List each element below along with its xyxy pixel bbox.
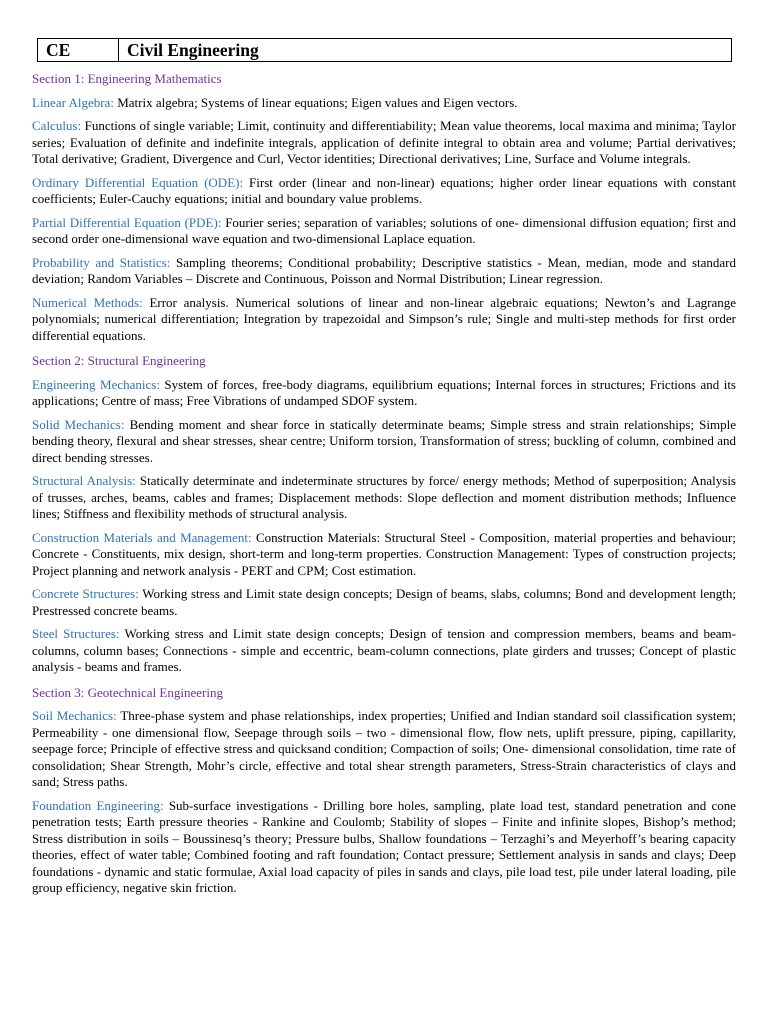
syllabus-content: [32, 71, 736, 897]
topic-paragraph: [32, 530, 736, 580]
topic-name: Steel Structures:: [32, 626, 120, 641]
subject-title: Civil Engineering: [119, 39, 732, 62]
topic-body: First order (linear and non-linear) equations; higher order linear equations with constant coefficients; Euler-Cauchy equations; initial and boundary value problems.: [32, 174, 737, 206]
topic-name: Partial Differential Equation (PDE):: [32, 214, 222, 230]
topic-paragraph: [32, 175, 736, 208]
section-title: Section 3: Geotechnical Engineering: [32, 684, 223, 700]
topic-name: Concrete Structures:: [32, 586, 139, 601]
section-title: Section 1: Engineering Mathematics: [32, 71, 222, 86]
topic-name: Calculus:: [32, 118, 82, 133]
topic-body: Statically determinate and indeterminate structures by force/ energy methods; Method of superposition; Analysis of trusses, arches, beams, cables and frames; Displacement methods: Slope deflection and moment distribution methods; Influence lines; Stiffness and flexibility methods of structural analysis.: [32, 473, 736, 521]
topic-body: Working stress and Limit state design concepts; Design of tension and compression members, beams and beam- columns, column bases; Connections - simple and eccentric, beam-column connections, plate girders and trusses; Concept of plastic analysis - beams and frames.: [32, 626, 736, 674]
topic-paragraph: [32, 95, 736, 112]
topic-paragraph: [32, 215, 736, 248]
topic-name: Structural Analysis:: [32, 473, 136, 488]
syllabus-page: [32, 38, 736, 897]
topic-name: Solid Mechanics:: [32, 416, 125, 432]
topic-body: Sub-surface investigations - Drilling bore holes, sampling, plate load test, standard penetration and cone penetration tests; Earth pressure theories - Rankine and Coulomb; Stability of slopes – Finite and infinite slopes, Bishop’s method; Stress distribution in soils – Boussinesq’s theory; Pressure bulbs, Shallow foundations – Terzaghi’s and Meyerhoff’s bearing capacity theories, effect of water table; Combined footing and raft foundation; Contact pressure; Settlement analysis in sands and clays; Deep foundations - dynamic and static formulae, Axial load capacity of piles in sands and clays, pile load test, pile under lateral loading, pile group efficiency, negative skin friction.: [32, 797, 737, 895]
subject-code: CE: [38, 39, 119, 62]
topic-paragraph: [32, 626, 736, 676]
topic-paragraph: [32, 708, 736, 791]
topic-name: Construction Materials and Management:: [32, 529, 252, 545]
topic-paragraph: [32, 377, 736, 410]
topic-name: Foundation Engineering:: [32, 797, 164, 813]
topic-body: Fourier series; separation of variables; solutions of one- dimensional diffusion equation; first and second order one-dimensional wave equation and two-dimensional Laplace equation.: [32, 214, 736, 246]
topic-body: Matrix algebra; Systems of linear equations; Eigen values and Eigen vectors.: [117, 94, 518, 110]
topic-body: Sampling theorems; Conditional probability; Descriptive statistics - Mean, median, mode and standard deviation; Random Variables – Discrete and Continuous, Poisson and Normal Distribution; Linear regression.: [32, 254, 736, 286]
topic-name: Linear Algebra:: [32, 94, 114, 110]
subject-header-table: [37, 38, 732, 62]
topic-body: Functions of single variable; Limit, continuity and differentiability; Mean value theorems, local maxima and minima; Taylor series; Evaluation of definite and indefinite integrals, application of definite integral to obtain area and volume; Partial derivatives; Total derivative; Gradient, Divergence and Curl, Vector identities; Directional derivatives; Line, Surface and Volume integrals.: [32, 118, 737, 166]
topic-paragraph: [32, 473, 736, 523]
topic-body: Working stress and Limit state design concepts; Design of beams, slabs, columns; Bond and development length; Prestressed concrete beams.: [32, 586, 736, 618]
topic-paragraph: [32, 118, 736, 168]
topic-paragraph: [32, 255, 736, 288]
topic-body: Error analysis. Numerical solutions of linear and non-linear algebraic equations; Newton’s and Lagrange polynomials; numerical differentiation; Integration by trapezoidal and Simpson’s rule; Single and multi-step methods for first order differential equations.: [32, 294, 736, 343]
topic-name: Engineering Mechanics:: [32, 376, 160, 392]
topic-body: Three-phase system and phase relationships, index properties; Unified and Indian standard soil classification system; Permeability - one dimensional flow, Seepage through soils – two - dimensional flow, flow nets, uplift pressure, piping, capillarity, seepage force; Principle of effective stress and quicksand condition; Compaction of soils; One- dimensional consolidation, time rate of consolidation; Shear Strength, Mohr’s circle, effective and total shear strength parameters, Stress-Strain characteristics of clays and sand; Stress paths.: [32, 708, 736, 789]
topic-paragraph: [32, 417, 736, 467]
section-title: Section 2: Structural Engineering: [32, 353, 206, 368]
topic-name: Probability and Statistics:: [32, 254, 171, 270]
topic-body: System of forces, free-body diagrams, equilibrium equations; Internal forces in structures; Frictions and its applications; Centre of mass; Free Vibrations of undamped SDOF system.: [32, 376, 736, 408]
topic-paragraph: [32, 798, 736, 897]
topic-body: Construction Materials: Structural Steel - Composition, material properties and behaviour; Concrete - Constituents, mix design, short-term and long-term properties. Construction Management: Types of construction projects; Project planning and network analysis - PERT and CPM; Cost estimation.: [32, 529, 736, 578]
topic-name: Numerical Methods:: [32, 294, 143, 310]
topic-body: Bending moment and shear force in statically determinate beams; Simple stress and strain relationships; Simple bending theory, flexural and shear stresses, shear centre; Uniform torsion, Transformation of stress; buckling of column, combined and direct bending stresses.: [32, 416, 737, 465]
topic-paragraph: [32, 295, 736, 345]
topic-paragraph: [32, 586, 736, 619]
topic-name: Soil Mechanics:: [32, 708, 117, 723]
topic-name: Ordinary Differential Equation (ODE):: [32, 174, 244, 190]
